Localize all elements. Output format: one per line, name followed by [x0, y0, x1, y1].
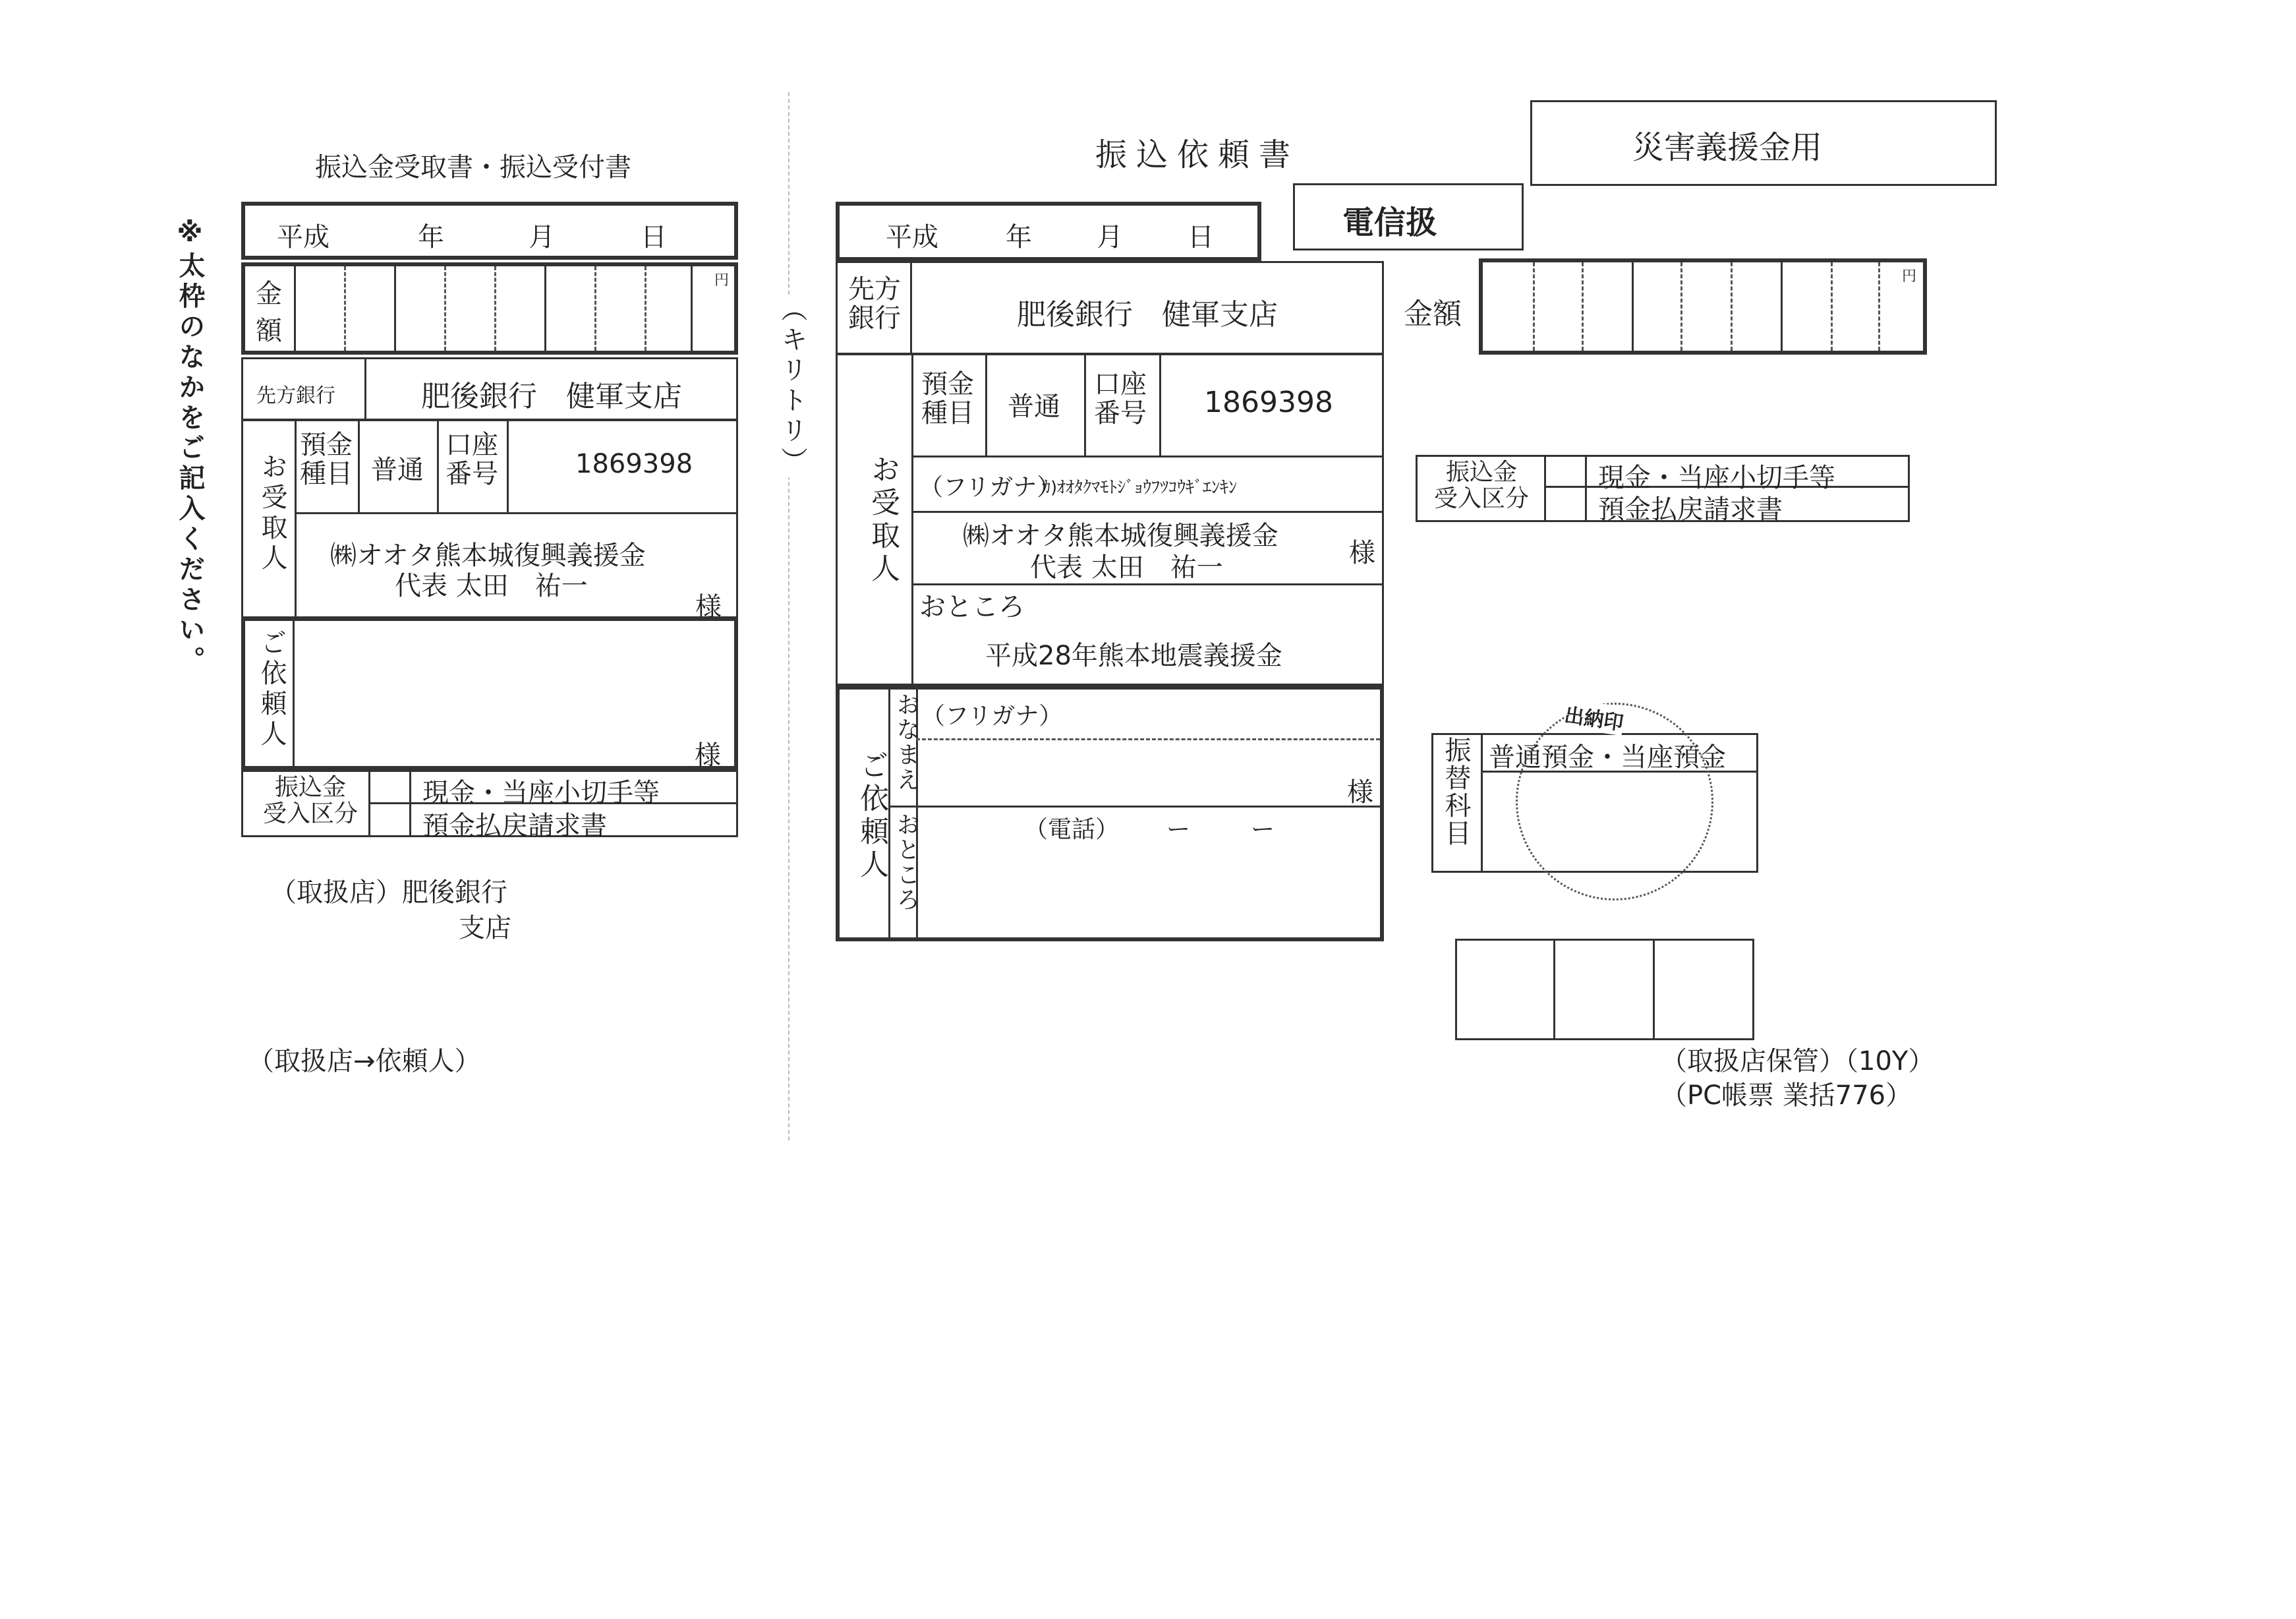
- right-date-month: 月: [1097, 222, 1123, 252]
- left-recipient-block: [241, 419, 738, 622]
- seal-box-2: [1553, 939, 1655, 1040]
- left-receipt-option-2: 預金払戻請求書: [422, 811, 607, 841]
- left-deposit-type-label-1: 預金: [300, 430, 353, 460]
- seal-box-3: [1653, 939, 1754, 1040]
- left-requester-label: ご依頼人: [256, 629, 287, 750]
- left-receipt-category: [241, 770, 738, 841]
- right-phone-dash-2: ー: [1251, 816, 1275, 843]
- right-address-value: 平成28年熊本地震義援金: [985, 641, 1282, 671]
- left-receipt-option-1: 現金・当座小切手等: [422, 778, 660, 808]
- right-address-label-vertical: おところ: [893, 812, 920, 912]
- receipt-title: 振込金受取書・振込受付書: [315, 152, 631, 183]
- right-requester-block: [836, 686, 1384, 941]
- right-bank-label-1: 先方: [848, 274, 901, 305]
- left-deposit-type-label-2: 種目: [300, 459, 353, 489]
- form-code: （PC帳票 業括776）: [1661, 1080, 1912, 1111]
- left-deposit-type: 普通: [371, 455, 424, 485]
- right-requester-furigana: （フリガナ）: [921, 703, 1063, 730]
- right-amount-label: 金額: [1404, 297, 1462, 331]
- left-recipient-sama: 様: [695, 592, 722, 622]
- right-requester-label: ご依頼人: [855, 750, 888, 882]
- right-recipient-label: お受取人: [866, 454, 900, 586]
- right-date-era: 平成: [886, 222, 938, 252]
- left-bank-row: [241, 357, 738, 421]
- left-date-year: 年: [418, 222, 444, 252]
- left-amount-box: [241, 262, 738, 355]
- left-account-number: 1869398: [575, 449, 693, 479]
- right-date-day: 日: [1188, 222, 1214, 252]
- right-yen: 円: [1902, 268, 1917, 285]
- right-requester-sama: 様: [1347, 777, 1373, 808]
- left-branch-1: （取扱店）肥後銀行: [270, 877, 507, 908]
- right-furigana-value: ｶ)ｵｵﾀｸﾏﾓﾄｼﾞｮｳﾌﾂｺｳｷﾞｴﾝｷﾝ: [1042, 478, 1238, 498]
- left-recipient-label: お受取人: [257, 453, 287, 574]
- left-bank-name: 肥後銀行 健軍支店: [421, 380, 682, 413]
- right-recipient-sama: 様: [1349, 538, 1375, 568]
- right-account-label-2: 番号: [1094, 398, 1147, 428]
- right-account-number: 1869398: [1204, 386, 1333, 419]
- right-bank-label-2: 銀行: [848, 303, 901, 334]
- left-date-era: 平成: [277, 222, 330, 252]
- left-date-month: 月: [529, 222, 555, 252]
- form-title: 振込依頼書: [1095, 136, 1300, 173]
- right-recipient-block: [836, 353, 1384, 686]
- right-receipt-option-2: 預金払戻請求書: [1598, 494, 1783, 525]
- right-amount-box: [1479, 258, 1927, 355]
- right-receipt-option-1: 現金・当座小切手等: [1598, 463, 1835, 493]
- right-deposit-type-label-1: 預金: [921, 369, 974, 399]
- right-receipt-label-2: 受入区分: [1433, 485, 1529, 512]
- transfer-label: 振替科目: [1441, 736, 1471, 847]
- right-furigana-label: （フリガナ）: [919, 474, 1061, 501]
- right-phone-dash-1: ー: [1166, 816, 1191, 843]
- left-receipt-label-2: 受入区分: [262, 800, 358, 827]
- right-receipt-category: [1416, 455, 1910, 525]
- right-deposit-type: 普通: [1008, 392, 1060, 422]
- telegraph-box: [1293, 183, 1524, 250]
- left-branch-2: 支店: [459, 913, 511, 943]
- right-phone-label: （電話）: [1024, 816, 1120, 843]
- disaster-relief-label: 災害義援金用: [1632, 129, 1823, 166]
- left-date-box: [241, 202, 738, 260]
- telegraph-label: 電信扱: [1342, 204, 1438, 241]
- fill-in-note: ※太枠のなかをご記入ください。: [175, 218, 205, 676]
- right-bank-name: 肥後銀行 健軍支店: [1017, 298, 1278, 332]
- cut-line: [788, 92, 789, 1140]
- right-date-box: [836, 202, 1261, 261]
- left-amount-label-1: 金: [256, 279, 282, 309]
- storage-note: （取扱店保管）（10Y）: [1661, 1046, 1935, 1076]
- left-recipient-name-2: 代表 太田 祐一: [395, 571, 588, 601]
- left-bank-label: 先方銀行: [256, 384, 335, 407]
- disaster-relief-box: [1530, 100, 1997, 186]
- left-recipient-name-1: ㈱オオタ熊本城復興義援金: [330, 541, 646, 571]
- right-recipient-name-1: ㈱オオタ熊本城復興義援金: [963, 521, 1278, 551]
- left-amount-label-2: 額: [256, 316, 282, 346]
- seal-box-1: [1455, 939, 1555, 1040]
- left-requester-block: [241, 617, 738, 770]
- right-deposit-type-label-2: 種目: [921, 398, 974, 428]
- left-requester-sama: 様: [695, 740, 721, 771]
- right-receipt-label-1: 振込金: [1445, 459, 1517, 486]
- right-bank-row: [836, 261, 1384, 355]
- left-receipt-label-1: 振込金: [274, 774, 346, 801]
- cashier-stamp-label: 出納印: [1563, 699, 1625, 736]
- left-account-label-1: 口座: [445, 430, 498, 460]
- cut-label: （キリトリ）: [774, 295, 811, 477]
- left-account-label-2: 番号: [445, 459, 498, 489]
- transfer-value: 普通預金・当座預金: [1489, 742, 1726, 773]
- left-date-day: 日: [641, 222, 667, 252]
- right-recipient-name-2: 代表 太田 祐一: [1030, 552, 1223, 583]
- right-name-label: おなまえ: [893, 692, 920, 792]
- right-date-year: 年: [1006, 222, 1032, 252]
- right-account-label-1: 口座: [1094, 369, 1147, 399]
- left-route: （取扱店→依頼人）: [248, 1046, 481, 1076]
- right-address-label: おところ: [919, 592, 1025, 622]
- left-yen: 円: [714, 272, 730, 289]
